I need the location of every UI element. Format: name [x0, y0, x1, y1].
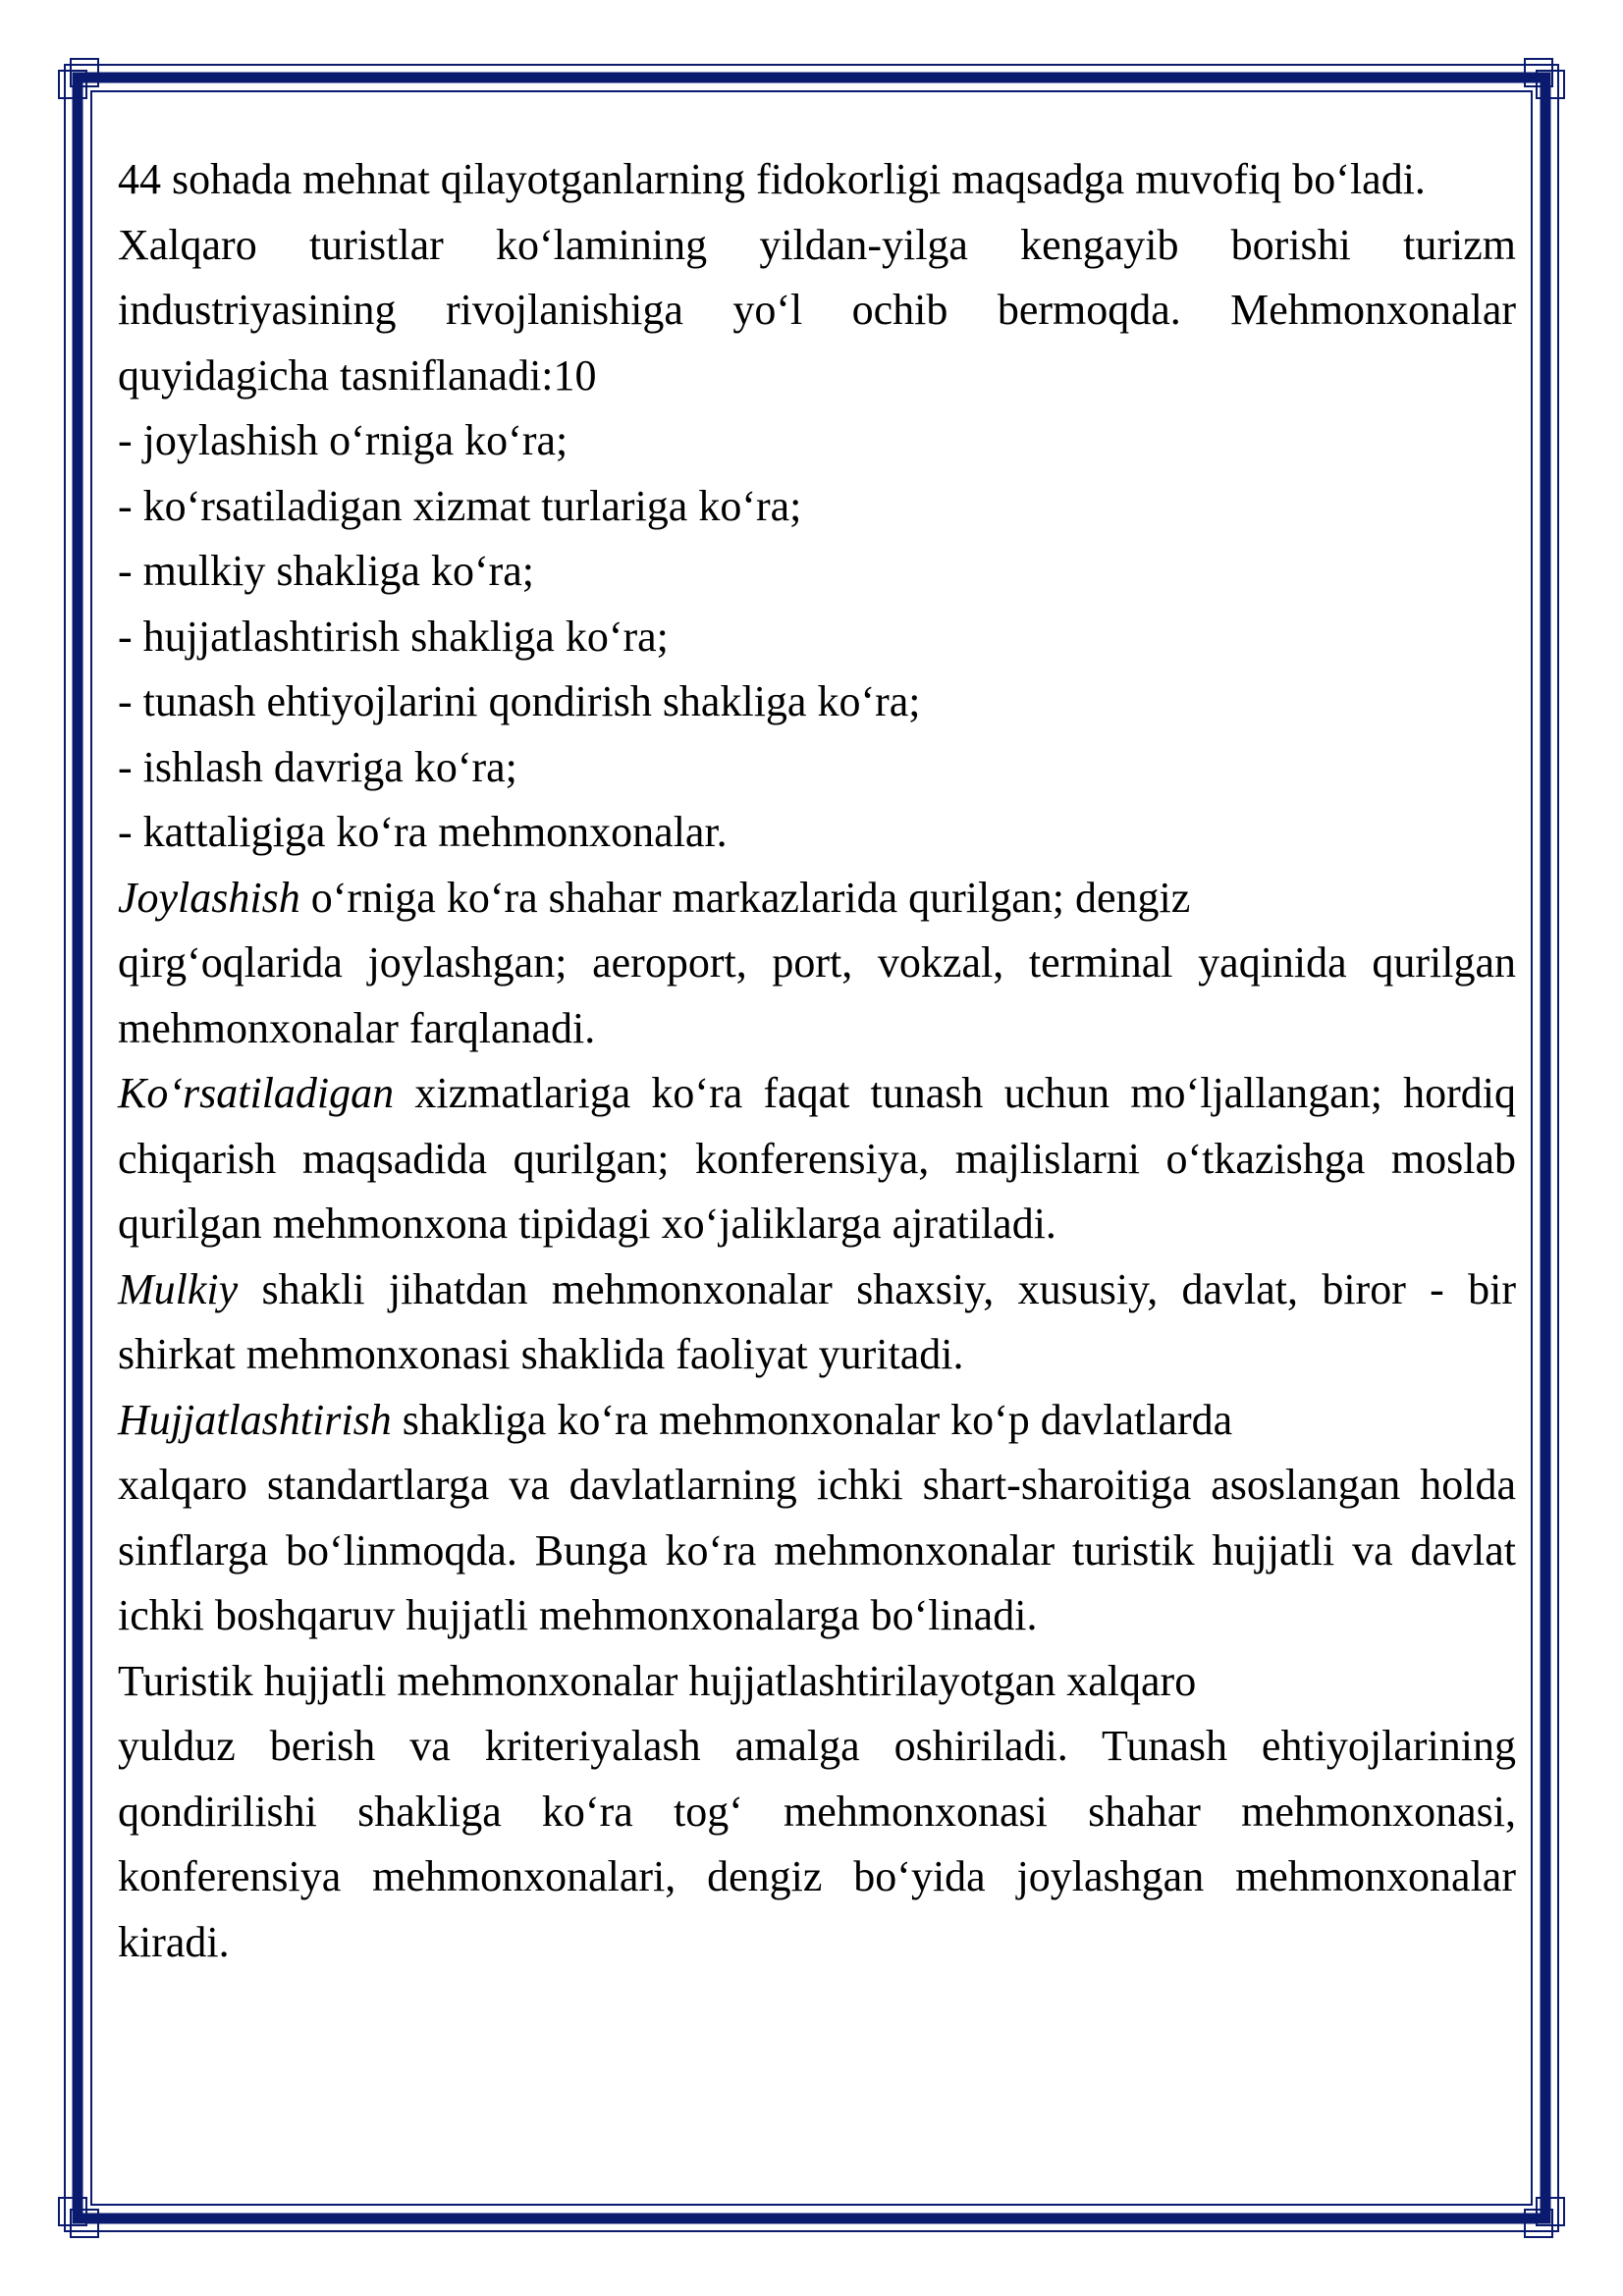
paragraph-hujjatlashtirish [118, 1388, 1516, 1649]
classification-list [118, 408, 1516, 866]
paragraph-turistik-line1: Turistik hujjatli mehmonxonalar hujjatlashtirilayotgan xalqaro [118, 1656, 1197, 1705]
term-hujjatlashtirish: Hujjatlashtirish [118, 1395, 392, 1444]
mulkiy-rest: shakli jihatdan mehmonxonalar shaxsiy, xususiy, davlat, biror - bir shirkat mehmonxonasi shaklida faoliyat yuritadi. [118, 1264, 1516, 1378]
paragraph-joylashish [118, 866, 1516, 1062]
list-item: - kattaligiga ko‘ra mehmonxonalar. [118, 808, 728, 856]
paragraph-turistik-continuation: yulduz berish va kriteriyalash amalga oshiriladi. Tunash ehtiyojlarining qondirilishi shakliga ko‘ra tog‘ mehmonxonasi shahar mehmonxonasi, konferensiya mehmonxonalari, dengiz bo‘yida joylashgan mehmonxonalar kiradi. [118, 1722, 1516, 1966]
paragraph-joylashish-continuation: qirg‘oqlarida joylashgan; aeroport, port, vokzal, terminal yaqinida qurilgan mehmonxonalar farqlanadi. [118, 938, 1516, 1052]
list-item: - ishlash davriga ko‘ra; [118, 742, 517, 791]
term-mulkiy: Mulkiy [118, 1264, 239, 1313]
paragraph-korsatiladigan [118, 1061, 1516, 1257]
list-item: - joylashish o‘rniga ko‘ra; [118, 416, 568, 464]
paragraph-joylashish-line1 [118, 866, 1516, 932]
list-item: - mulkiy shakliga ko‘ra; [118, 547, 535, 595]
paragraph-classification: Xalqaro turistlar ko‘lamining yildan-yilga kengayib borishi turizm industriyasining rivojlanishiga yo‘l ochib bermoqda. Mehmonxonalar quyidagicha tasniflanadi:10 [118, 220, 1516, 400]
paragraph-turistik [118, 1649, 1516, 1976]
paragraph-hujjat-continuation: xalqaro standartlarga va davlatlarning ichki shart-sharoitiga asoslangan holda sinflarga bo‘linmoqda. Bunga ko‘ra mehmonxonalar turistik hujjatli va davlat ichki boshqaruv hujjatli mehmonxonalarga bo‘linadi. [118, 1461, 1516, 1639]
paragraph-hujjat-line1 [118, 1388, 1516, 1454]
document-body [118, 147, 1516, 1975]
korsatiladigan-rest: xizmatlariga ko‘ra faqat tunash uchun mo‘ljallangan; hordiq chiqarish maqsadida qurilgan; konferensiya, majlislarni o‘tkazishga moslab qurilgan mehmonxona tipidagi xo‘jaliklarga ajratiladi. [118, 1069, 1516, 1248]
paragraph-intro: 44 sohada mehnat qilayotganlarning fidokorligi maqsadga muvofiq bo‘ladi. [118, 155, 1426, 203]
paragraph-mulkiy [118, 1257, 1516, 1388]
term-korsatiladigan: Ko‘rsatiladigan [118, 1069, 395, 1117]
list-item: - ko‘rsatiladigan xizmat turlariga ko‘ra; [118, 481, 802, 530]
term-joylashish: Joylashish [118, 873, 300, 922]
joylashish-line1-rest: o‘rniga ko‘ra shahar markazlarida qurilgan; dengiz [299, 873, 1191, 922]
list-item: - tunash ehtiyojlarini qondirish shakliga ko‘ra; [118, 677, 921, 725]
list-item: - hujjatlashtirish shakliga ko‘ra; [118, 612, 669, 661]
hujjat-line1-rest: shakliga ko‘ra mehmonxonalar ko‘p davlatlarda [391, 1395, 1233, 1444]
